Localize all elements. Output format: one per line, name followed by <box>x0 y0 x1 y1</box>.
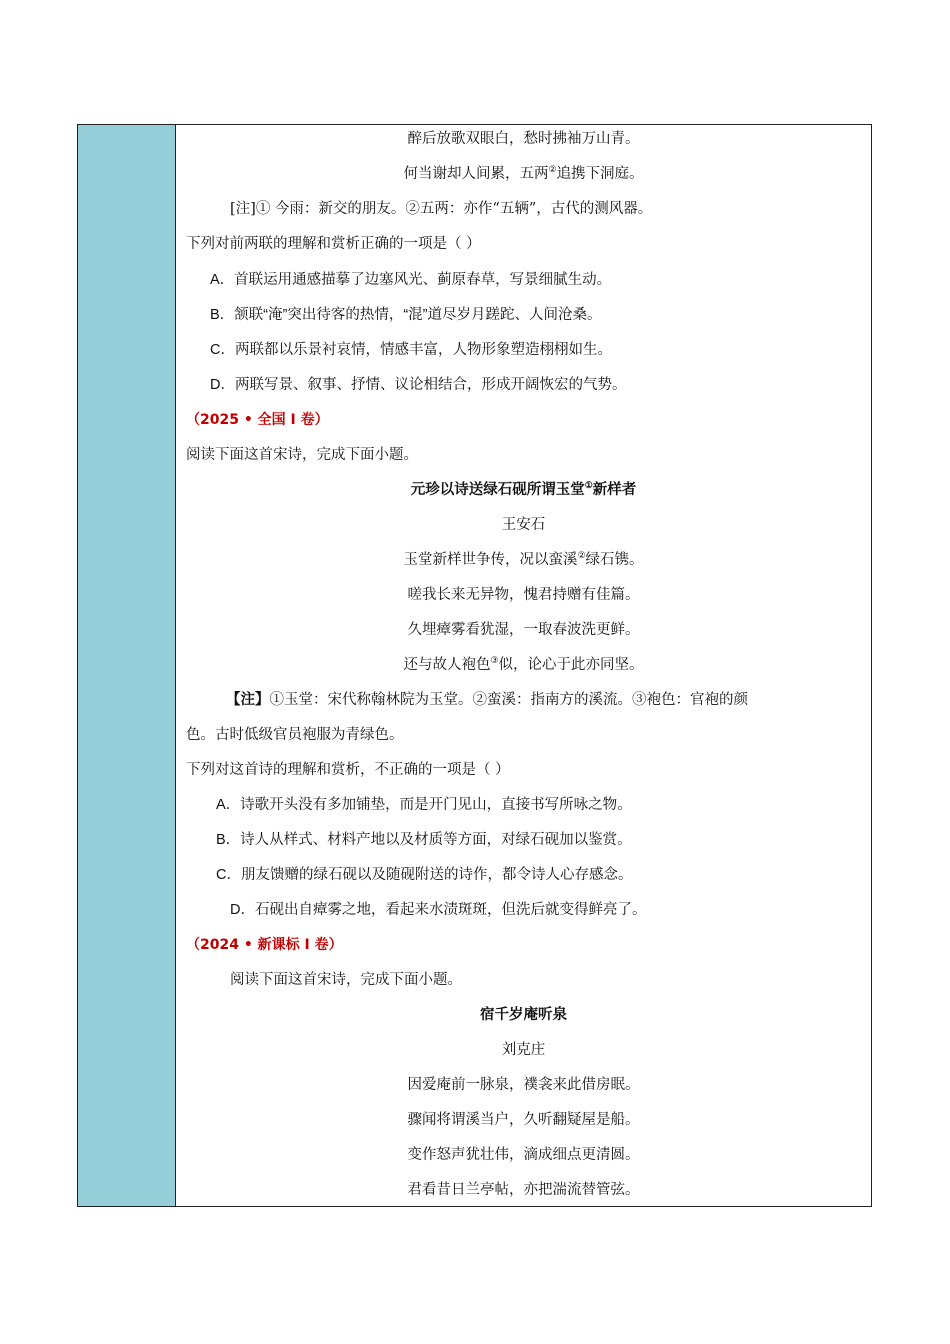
option-d[interactable]: D．两联写景、叙事、抒情、议论相结合，形成开阔恢宏的气势。 <box>210 377 627 393</box>
question-stem: 下列对这首诗的理解和赏析，不正确的一项是（ ） <box>186 762 510 778</box>
poem-title: 元珍以诗送绿石砚所谓玉堂①新样者 <box>410 481 637 498</box>
reading-instruction: 阅读下面这首宋诗，完成下面小题。 <box>186 447 418 463</box>
option-c[interactable]: C．两联都以乐景衬哀情，情感丰富，人物形象塑造栩栩如生。 <box>210 342 612 358</box>
poem-line: 骤闻将谓溪当户，久听翻疑屋是船。 <box>407 1112 640 1128</box>
content-column <box>176 125 871 1206</box>
poem-line: 还与故人袍色③似，论心于此亦同坚。 <box>403 656 644 673</box>
poem-note-continued: 色。古时低级官员袍服为青绿色。 <box>186 727 404 743</box>
option-a[interactable]: A．首联运用通感描摹了边塞风光、蓟原春草，写景细腻生动。 <box>210 272 612 288</box>
option-a[interactable]: A．诗歌开头没有多加铺垫，而是开门见山，直接书写所咏之物。 <box>216 797 632 813</box>
poem-line: 醉后放歌双眼白，愁时拂袖万山青。 <box>407 131 640 147</box>
question-stem: 下列对前两联的理解和赏析正确的一项是（ ） <box>186 236 481 252</box>
option-b[interactable]: B．诗人从样式、材料产地以及材质等方面，对绿石砚加以鉴赏。 <box>216 832 632 848</box>
poem-line: 嗟我长来无异物，愧君持赠有佳篇。 <box>407 587 640 603</box>
sidebar-column <box>78 125 176 1206</box>
poem-line: 何当谢却人间累，五两②追携下洞庭。 <box>403 165 644 182</box>
exam-source-tag: （2024 • 新课标 I 卷） <box>186 937 343 953</box>
question-frame <box>77 124 872 1207</box>
poem-line: 因爱庵前一脉泉，襆衾来此借房眠。 <box>407 1077 640 1093</box>
poem-line: 久埋瘴雾看犹湿，一取春波洗更鲜。 <box>407 622 640 638</box>
poem-note: 【注】①玉堂：宋代称翰林院为玉堂。②蛮溪：指南方的溪流。③袍色：官袍的颜 <box>226 691 748 708</box>
poem-author: 刘克庄 <box>501 1042 546 1058</box>
poem-author: 王安石 <box>501 517 546 533</box>
poem-note: [注]① 今雨：新交的朋友。②五两：亦作“五辆”，古代的测风器。 <box>230 201 653 217</box>
poem-title: 宿千岁庵听泉 <box>480 1006 567 1023</box>
exam-source-tag: （2025 • 全国 I 卷） <box>186 412 329 428</box>
poem-line: 君看昔日兰亭帖，亦把湍流替管弦。 <box>407 1182 640 1198</box>
option-d[interactable]: D．石砚出自瘴雾之地，看起来水渍斑斑，但洗后就变得鲜亮了。 <box>230 902 647 918</box>
option-c[interactable]: C．朋友馈赠的绿石砚以及随砚附送的诗作，都令诗人心存感念。 <box>216 867 633 883</box>
poem-line: 变作怒声犹壮伟，滴成细点更清圆。 <box>407 1147 640 1163</box>
reading-instruction: 阅读下面这首宋诗，完成下面小题。 <box>230 972 462 988</box>
poem-line: 玉堂新样世争传，况以蛮溪②绿石镌。 <box>403 551 644 568</box>
option-b[interactable]: B．颔联“淹”突出待客的热情，“混”道尽岁月蹉跎、人间沧桑。 <box>210 307 602 323</box>
